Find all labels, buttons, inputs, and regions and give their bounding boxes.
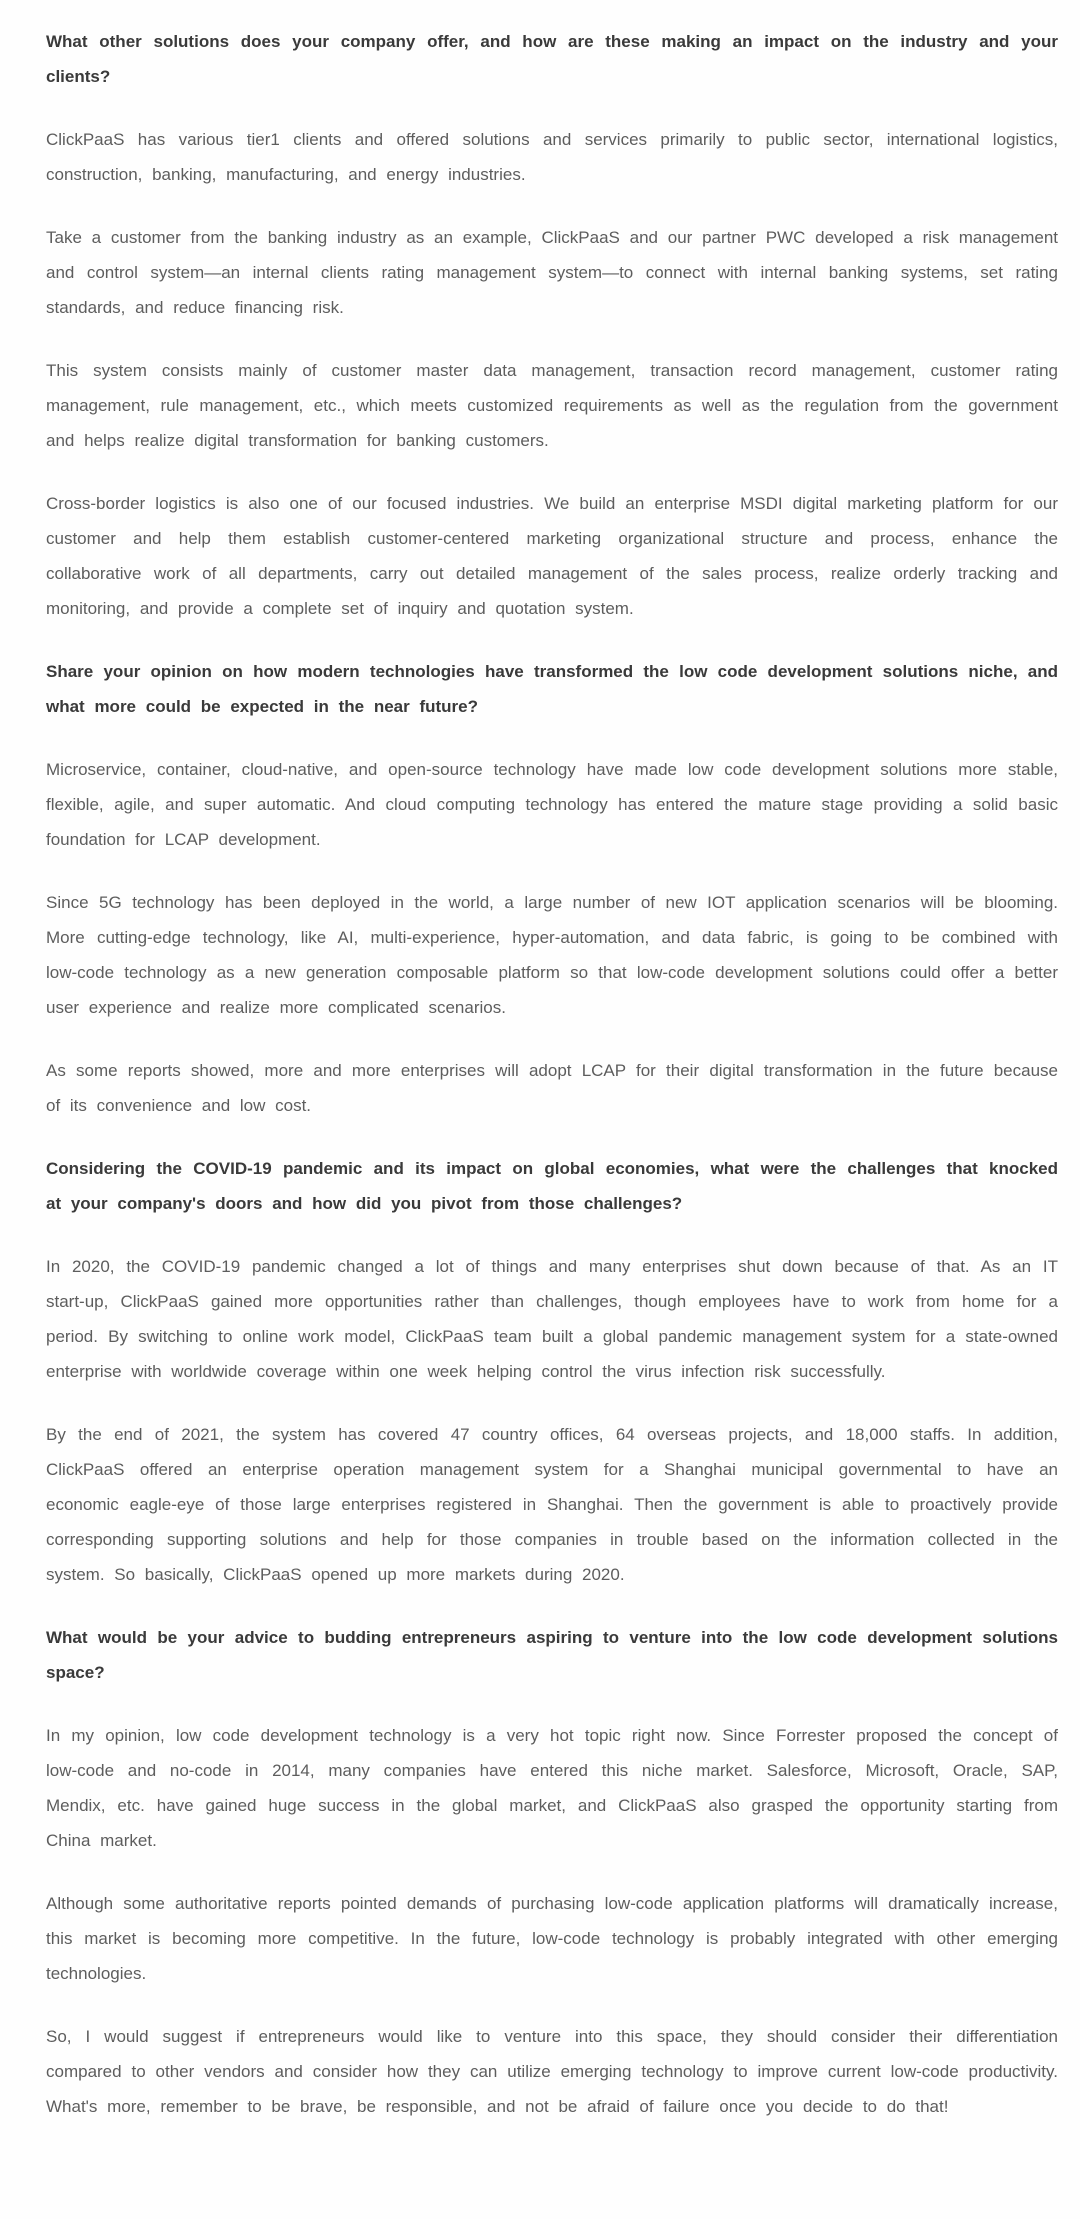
answer-paragraph: ClickPaaS has various tier1 clients and offered solutions and services primarily to public sector, international logistics, construction, banking, manufacturing, and energy industries. — [46, 130, 1058, 184]
answer-paragraph: This system consists mainly of customer master data management, transaction record management, customer rating management, rule management, etc., which meets customized requirements as well as the regulation from the government and helps realize digital transformation for banking customers. — [46, 361, 1058, 450]
question-heading: Considering the COVID-19 pandemic and its impact on global economies, what were the challenges that knocked at your company's doors and how did you pivot from those challenges? — [46, 1159, 1058, 1213]
answer-paragraph: Cross-border logistics is also one of our focused industries. We build an enterprise MSDI digital marketing platform for our customer and help them establish customer-centered marketing organizational structure and process, enhance the collaborative work of all departments, carry out detailed management of the sales process, realize orderly tracking and monitoring, and provide a complete set of inquiry and quotation system. — [46, 494, 1058, 618]
answer-paragraph: By the end of 2021, the system has covered 47 country offices, 64 overseas projects, and 18,000 staffs. In addition, ClickPaaS offered an enterprise operation management system for a Shanghai municipal governmental to have an economic eagle-eye of those large enterprises registered in Shanghai. Then the government is able to proactively provide corresponding supporting solutions and help for those companies in trouble based on the information collected in the system. So basically, ClickPaaS opened up more markets during 2020. — [46, 1425, 1058, 1584]
answer-paragraph: Although some authoritative reports pointed demands of purchasing low-code application platforms will dramatically increase, this market is becoming more competitive. In the future, low-code technology is probably integrated with other emerging technologies. — [46, 1894, 1058, 1983]
question-heading: Share your opinion on how modern technologies have transformed the low code development solutions niche, and what more could be expected in the near future? — [46, 662, 1058, 716]
answer-paragraph: Take a customer from the banking industry as an example, ClickPaaS and our partner PWC developed a risk management and control system—an internal clients rating management system—to connect with internal banking systems, set rating standards, and reduce financing risk. — [46, 228, 1058, 317]
question-heading: What other solutions does your company offer, and how are these making an impact on the industry and your clients? — [46, 32, 1058, 86]
answer-paragraph: In 2020, the COVID-19 pandemic changed a lot of things and many enterprises shut down because of that. As an IT start-up, ClickPaaS gained more opportunities rather than challenges, though employees have to work from home for a period. By switching to online work model, ClickPaaS team built a global pandemic management system for a state-owned enterprise with worldwide coverage within one week helping control the virus infection risk successfully. — [46, 1257, 1058, 1381]
answer-paragraph: Microservice, container, cloud-native, and open-source technology have made low code development solutions more stable, flexible, agile, and super automatic. And cloud computing technology has entered the mature stage providing a solid basic foundation for LCAP development. — [46, 760, 1058, 849]
answer-paragraph: So, I would suggest if entrepreneurs would like to venture into this space, they should consider their differentiation compared to other vendors and consider how they can utilize emerging technology to improve current low-code productivity. What's more, remember to be brave, be responsible, and not be afraid of failure once you decide to do that! — [46, 2027, 1058, 2116]
answer-paragraph: As some reports showed, more and more enterprises will adopt LCAP for their digital transformation in the future because of its convenience and low cost. — [46, 1061, 1058, 1115]
answer-paragraph: Since 5G technology has been deployed in the world, a large number of new IOT application scenarios will be blooming. More cutting-edge technology, like AI, multi-experience, hyper-automation, and data fabric, is going to be combined with low-code technology as a new generation composable platform so that low-code development solutions could offer a better user experience and realize more complicated scenarios. — [46, 893, 1058, 1017]
question-heading: What would be your advice to budding entrepreneurs aspiring to venture into the low code development solutions space? — [46, 1628, 1058, 1682]
answer-paragraph: In my opinion, low code development technology is a very hot topic right now. Since Forrester proposed the concept of low-code and no-code in 2014, many companies have entered this niche market. Salesforce, Microsoft, Oracle, SAP, Mendix, etc. have gained huge success in the global market, and ClickPaaS also grasped the opportunity starting from China market. — [46, 1726, 1058, 1850]
